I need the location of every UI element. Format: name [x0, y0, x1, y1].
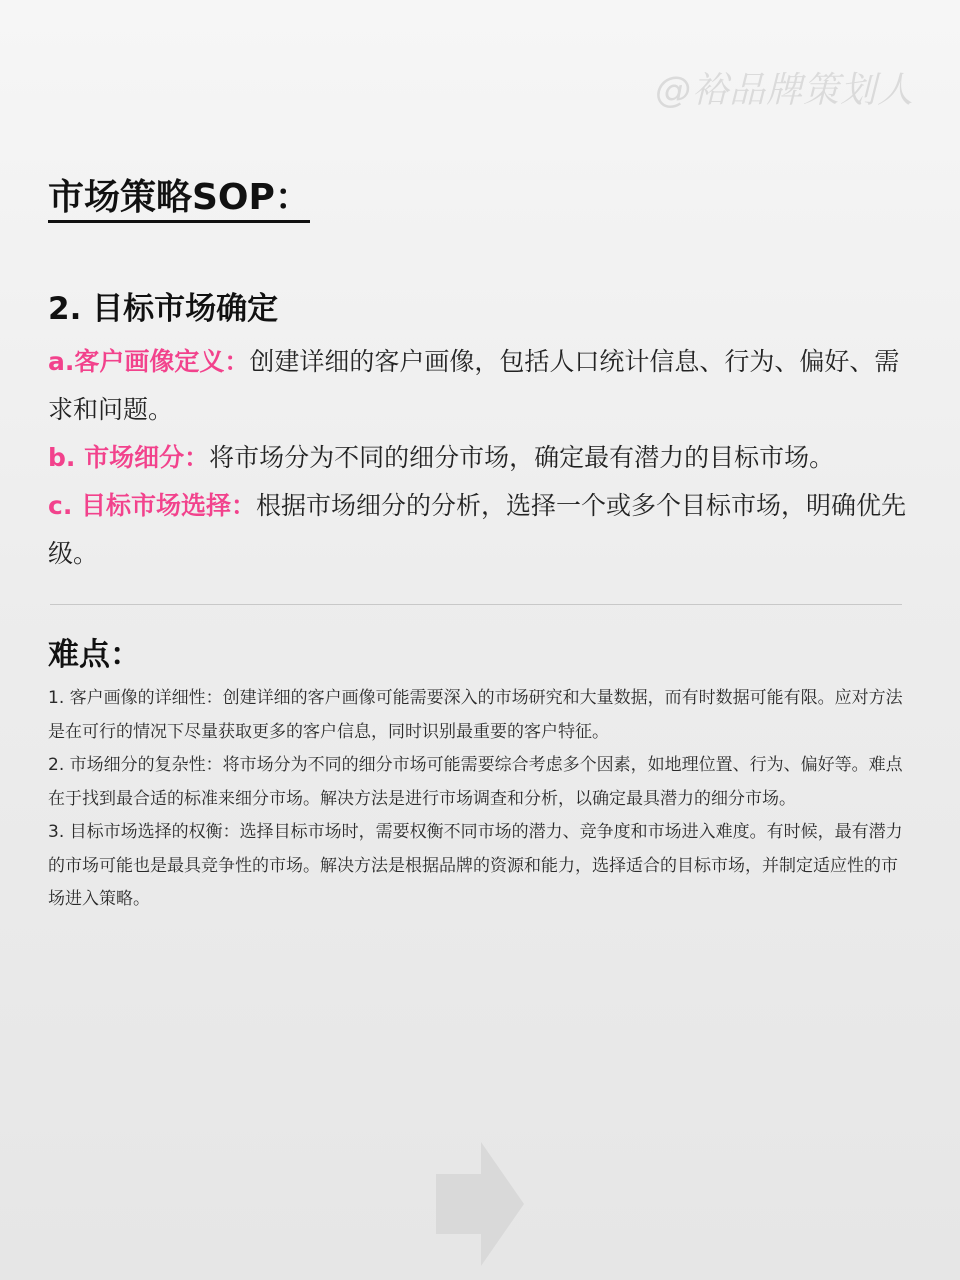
point-item [48, 338, 918, 434]
difficulty-item: 3. 目标市场选择的权衡：选择目标市场时，需要权衡不同市场的潜力、竞争度和市场进入难度。有时候，最有潜力的市场可能也是最具竞争性的市场。解决方法是根据品牌的资源和能力，选择适合的目标市场，并制定适应性的市场进入策略。 [48, 822, 903, 909]
arrow-right-icon[interactable] [436, 1142, 526, 1266]
watermark: @裕品牌策划人 [654, 70, 914, 111]
page-title: 市场策略SOP： [48, 176, 310, 223]
points-list [48, 338, 918, 578]
point-item [48, 434, 918, 482]
difficulties-list [48, 682, 914, 917]
point-text: 将市场分为不同的细分市场，确定最有潜力的目标市场。 [209, 443, 835, 472]
point-label: c. 目标市场选择： [48, 491, 257, 520]
point-label: a.客户画像定义： [48, 347, 250, 376]
divider [50, 604, 902, 605]
point-text: 根据市场细分的分析，选择一个或多个目标市场，明确优先级。 [48, 491, 907, 568]
difficulties-heading: 难点： [48, 637, 141, 673]
point-label: b. 市场细分： [48, 443, 210, 472]
arrow-right-shape [436, 1142, 526, 1266]
difficulty-item: 2. 市场细分的复杂性：将市场分为不同的细分市场可能需要综合考虑多个因素，如地理位置、行为、偏好等。难点在于找到最合适的标准来细分市场。解决方法是进行市场调查和分析，以确定最具潜力的细分市场。 [48, 755, 903, 809]
section-heading: 2. 目标市场确定 [48, 291, 279, 327]
difficulty-item: 1. 客户画像的详细性：创建详细的客户画像可能需要深入的市场研究和大量数据，而有时数据可能有限。应对方法是在可行的情况下尽量获取更多的客户信息，同时识别最重要的客户特征。 [48, 688, 903, 742]
point-text: 创建详细的客户画像，包括人口统计信息、行为、偏好、需求和问题。 [48, 347, 900, 424]
point-item [48, 482, 918, 578]
